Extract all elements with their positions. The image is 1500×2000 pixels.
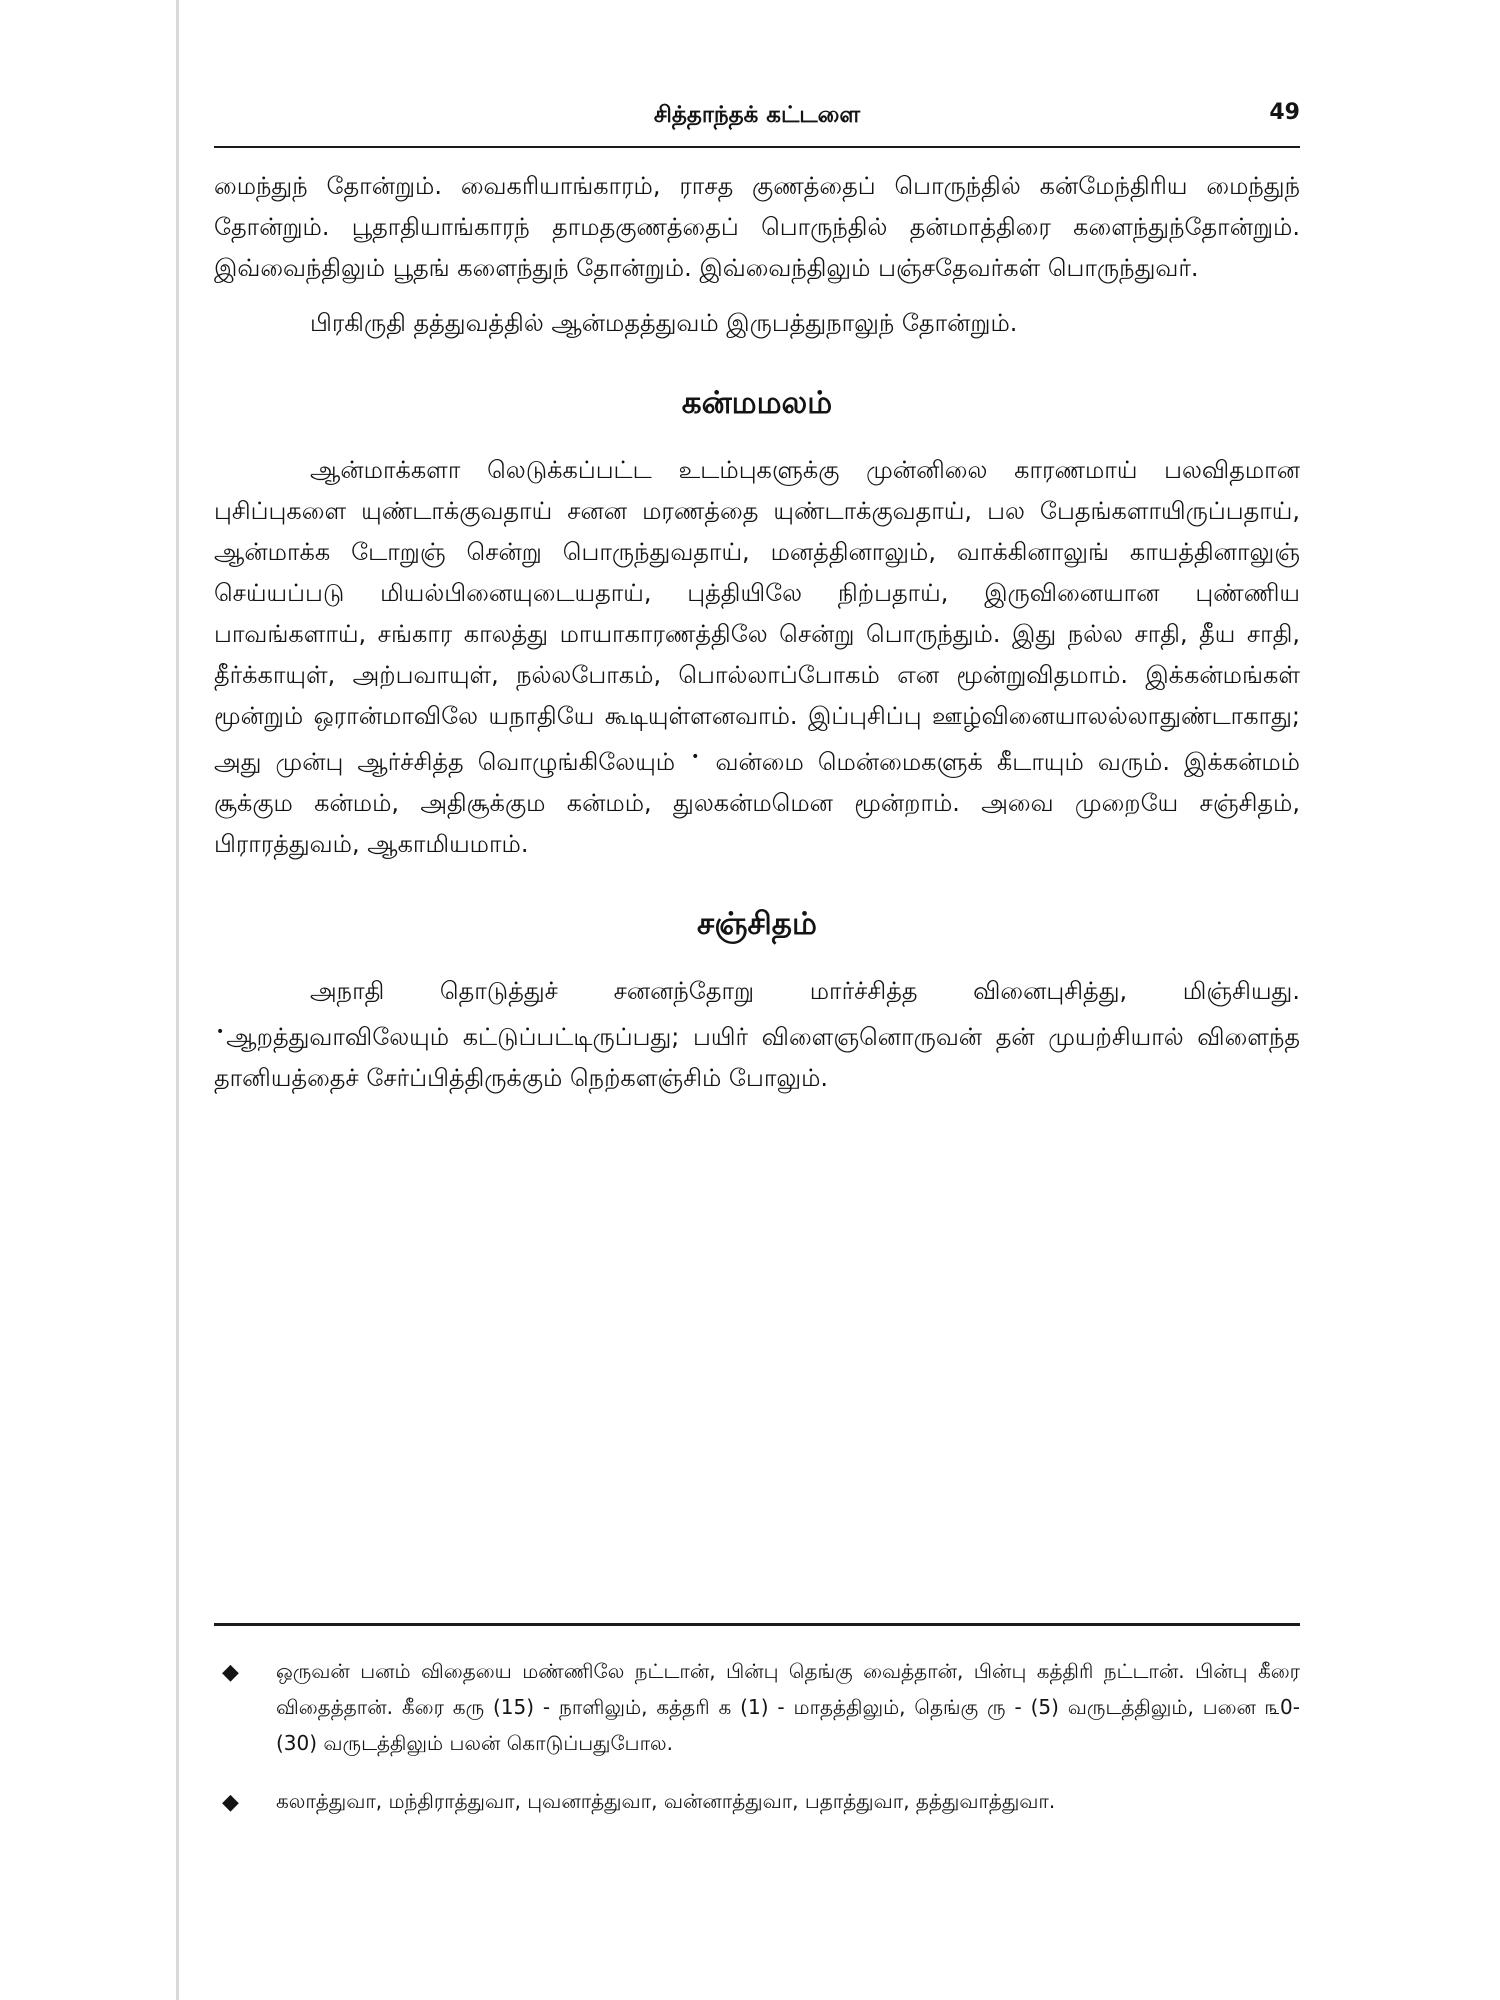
paragraph-kanmamalam-text-a: ஆன்மாக்களா லெடுக்கப்பட்ட உடம்புகளுக்கு முன்னிலை காரணமாய் பலவிதமான புசிப்புகளை யுண்டாக்குவதாய் சனன மரணத்தை யுண்டாக்குவதாய், பல பேதங்களாயிருப்பதாய், ஆன்மாக்க டோறுஞ் சென்று பொருந்துவதாய், மனத்தினாலும், வாக்கினாலுங் காயத்தினாலுஞ் செய்யப்படு மியல்பினையுடையதாய், புத்தியிலே நிற்பதாய், இருவினையான புண்ணிய பாவங்களாய், சங்கார காலத்து மாயாகாரணத்திலே சென்று பொருந்தும். இது நல்ல சாதி, தீய சாதி, தீர்க்காயுள், அற்பவாயுள், நல்லபோகம், பொல்லாப்போகம் என மூன்றுவிதமாம். இக்கன்மங்கள் மூன்றும் ஒரான்மாவிலே யநாதியே கூடியுள்ளனவாம். இப்புசிப்பு ஊழ்வினையாலல்லாதுண்டாகாது; அது முன்பு ஆர்ச்சித்த வொழுங்கிலேயும்	[214, 456, 1300, 776]
footnote-item	[214, 1783, 1300, 1819]
footnote-marker: •	[216, 1024, 225, 1040]
paragraph-kanmamalam	[214, 450, 1300, 865]
paragraph-kanmamalam-text-b: வன்மை மென்மைகளுக் கீடாயும் வரும். இக்கன்மம் சூக்கும கன்மம், அதிசூக்கும கன்மம், துலகன்மமென மூன்றாம். அவை முறையே சஞ்சிதம், பிராரத்துவம், ஆகாமியமாம்.	[214, 748, 1300, 858]
section-heading-sanjitham: சஞ்சிதம்	[697, 906, 817, 942]
footnotes	[214, 1653, 1300, 1841]
footnote-text: ஒருவன் பனம் விதையை மண்ணிலே நட்டான், பின்பு தெங்கு வைத்தான், பின்பு கத்திரி நட்டான். பின்பு கீரை விதைத்தான். கீரை கரு (15) - நாளிலும், கத்தரி க (1) - மாதத்திலும், தெங்கு ரு - (5) வருடத்திலும், பனை ௩0- (30) வருடத்திலும் பலன் கொடுப்பதுபோல.	[276, 1659, 1300, 1755]
footnote-divider	[214, 1623, 1300, 1626]
page-number: 49	[1269, 100, 1300, 125]
paragraph-sanjitham-text-b: ஆறத்துவாவிலேயும் கட்டுப்பட்டிருப்பது; பயிர் விளைஞனொருவன் தன் முயற்சியால் விளைந்த தானியத்தைச் சேர்ப்பித்திருக்கும் நெற்களஞ்சிம் போலும்.	[214, 1023, 1300, 1092]
body-text	[214, 166, 1300, 1099]
paragraph-prakriti: பிரகிருதி தத்துவத்தில் ஆன்மதத்துவம் இருபத்துநாலுந் தோன்றும்.	[310, 309, 1018, 337]
diamond-bullet-icon: ◆	[222, 1660, 239, 1685]
paragraph-sanjitham-text-a: அநாதி தொடுத்துச் சனனந்தோறு மார்ச்சித்த வினைபுசித்து, மிஞ்சியது.	[310, 977, 1300, 1005]
paragraph-sanjitham	[214, 971, 1300, 1099]
footnote-text: கலாத்துவா, மந்திராத்துவா, புவனாத்துவா, வன்னாத்துவா, பதாத்துவா, தத்துவாத்துவா.	[276, 1789, 1056, 1813]
page-header	[214, 96, 1300, 148]
section-heading-kanmamalam: கன்மமலம்	[681, 385, 833, 421]
running-title: சித்தாந்தக் கட்டளை	[653, 102, 861, 128]
page-edge-shadow	[176, 0, 179, 2000]
paragraph-continued: மைந்துந் தோன்றும். வைகரியாங்காரம், ராசத குணத்தைப் பொருந்தில் கன்மேந்திரிய மைந்துந் தோன்றும். பூதாதியாங்காரந் தாமதகுணத்தைப் பொருந்தில் தன்மாத்திரை களைந்துந்தோன்றும். இவ்வைந்திலும் பூதங் களைந்துந் தோன்றும். இவ்வைந்திலும் பஞ்சதேவர்கள் பொருந்துவர்.	[214, 172, 1300, 282]
footnote-marker: •	[691, 749, 700, 765]
diamond-bullet-icon: ◆	[222, 1790, 239, 1815]
footnote-item	[214, 1653, 1300, 1761]
